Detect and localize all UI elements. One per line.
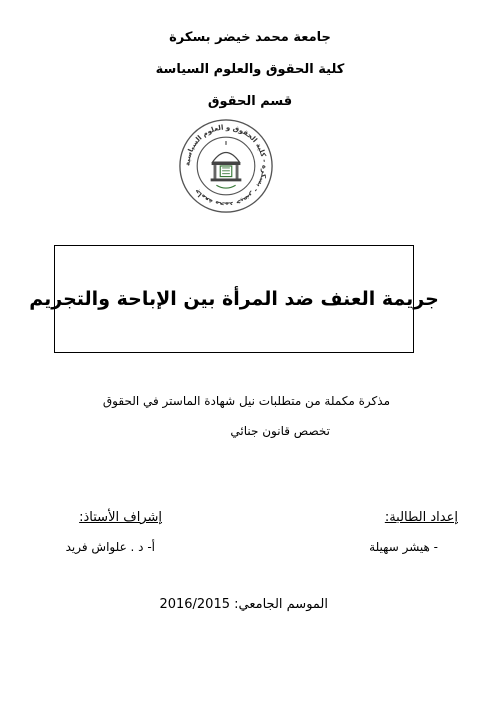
seal-ring-text: جامعة محمد خيضر - بسكرة - كلية الحقوق و العلوم السياسية [183,123,269,209]
university-seal-icon [178,118,274,214]
academic-year-label: الموسم الجامعي: [234,597,328,612]
supervisor-label: إشراف الأستاذ: [79,510,162,525]
supervisor-name: أ- د . علواش فريد [65,540,155,554]
thesis-title-box [29,245,439,353]
student-label: إعداد الطالبة: [384,510,458,525]
student-name: - هيشر سهيلة [369,540,438,554]
faculty-name: كلية الحقوق والعلوم السياسة [155,62,345,77]
academic-year [159,597,328,612]
thesis-title: جريمة العنف ضد المرأة بين الإباحة والتجريم [29,288,439,310]
specialty: تخصص قانون جنائي [230,424,330,438]
thesis-purpose: مذكرة مكملة من متطلبات نيل شهادة الماستر في الحقوق [102,394,390,408]
academic-year-value: 2016/2015 [159,597,230,612]
university-name: جامعة محمد خيضر بسكرة [169,30,331,45]
department-name: قسم الحقوق [207,94,293,109]
